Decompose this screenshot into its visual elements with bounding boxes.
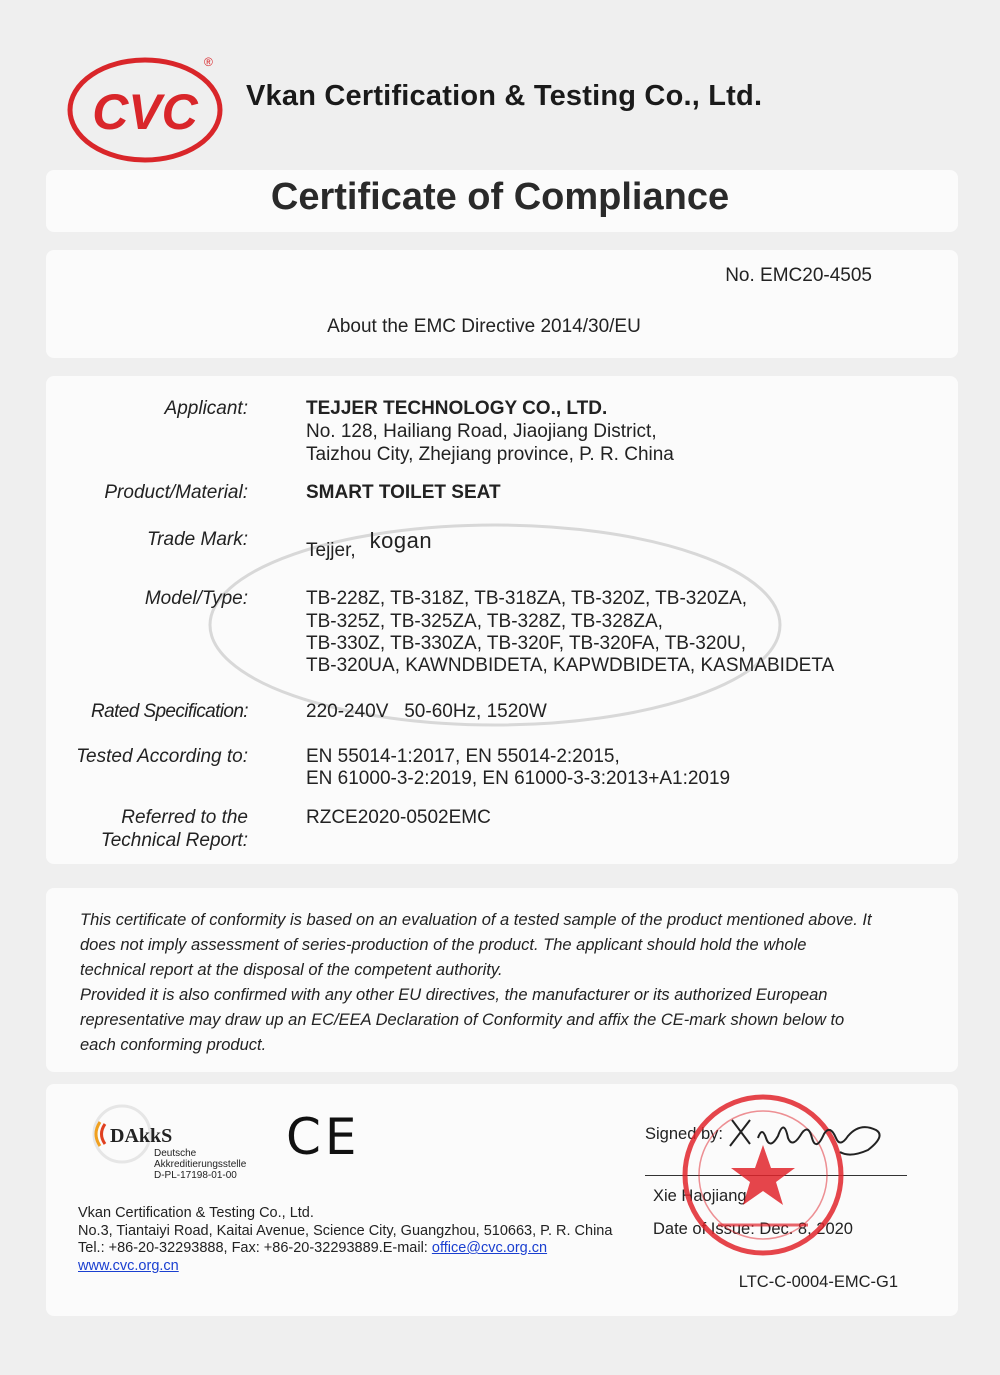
statement-line: technical report at the disposal of the competent authority.	[80, 961, 503, 979]
trademark-value	[306, 528, 433, 562]
model-line4: TB-320UA, KAWNDBIDETA, KAPWDBIDETA, KASMABIDETA	[306, 655, 835, 676]
date-value: Dec. 8, 2020	[759, 1220, 853, 1238]
applicant-address-line1: No. 128, Hailiang Road, Jiaojiang District,	[306, 421, 657, 442]
statement-line: This certificate of conformity is based on an evaluation of a tested sample of the product mentioned above. It	[80, 911, 872, 929]
applicant-label: Applicant:	[164, 398, 248, 419]
dakks-line1: Deutsche	[154, 1148, 197, 1159]
product-label: Product/Material:	[104, 482, 248, 503]
conformity-statement	[80, 908, 900, 1058]
footer-address	[78, 1205, 612, 1275]
report-value: RZCE2020-0502EMC	[306, 807, 491, 828]
contact-text: Tel.: +86-20-32293888, Fax: +86-20-32293889.E-mail:	[78, 1240, 432, 1256]
dakks-line3: D-PL-17198-01-00	[154, 1170, 237, 1181]
model-line3: TB-330Z, TB-330ZA, TB-320F, TB-320FA, TB-320U,	[306, 633, 747, 654]
trademark-kogan-logo: kogan	[369, 528, 433, 553]
statement-line: does not imply assessment of series-production of the product. The applicant should hold the whole	[80, 936, 807, 954]
company-name: Vkan Certification & Testing Co., Ltd.	[246, 80, 763, 112]
tested-line1: EN 55014-1:2017, EN 55014-2:2015,	[306, 746, 620, 767]
applicant-name: TEJJER TECHNOLOGY CO., LTD.	[306, 398, 608, 419]
rated-label: Rated Specification:	[91, 701, 248, 722]
dakks-logo	[88, 1102, 258, 1182]
website-link[interactable]: www.cvc.org.cn	[78, 1257, 179, 1274]
ce-mark	[282, 1104, 362, 1164]
form-code: LTC-C-0004-EMC-G1	[738, 1273, 898, 1291]
handwritten-signature	[700, 1108, 890, 1158]
email-link[interactable]: office@cvc.org.cn	[431, 1240, 548, 1256]
trademark-label: Trade Mark:	[146, 529, 248, 550]
model-label: Model/Type:	[144, 588, 248, 609]
dakks-name: DAkkS	[110, 1125, 173, 1147]
signed-by-label: Signed by:	[645, 1125, 723, 1143]
statement-line: representative may draw up an EC/EEA Declaration of Conformity and affix the CE-mark shown below to	[80, 1011, 845, 1029]
cvc-logo	[66, 52, 226, 164]
report-label-line2: Technical Report:	[100, 830, 248, 851]
report-label-line1: Referred to the	[121, 807, 248, 828]
ce-mark-text: CE	[286, 1108, 361, 1164]
product-value: SMART TOILET SEAT	[306, 482, 501, 503]
certificate-number: No. EMC20-4505	[725, 265, 872, 286]
tested-line2: EN 61000-3-2:2019, EN 61000-3-3:2013+A1:2019	[306, 768, 731, 789]
logo-registered-mark: ®	[204, 55, 213, 69]
page-title: Certificate of Compliance	[270, 176, 730, 218]
rated-value: 220-240V 50-60Hz, 1520W	[306, 701, 547, 722]
statement-line: each conforming product.	[80, 1036, 267, 1054]
signatory-name: Xie Haojiang	[653, 1187, 747, 1205]
date-label: Date of Issue:	[653, 1220, 755, 1238]
applicant-address-line2: Taizhou City, Zhejiang province, P. R. China	[306, 444, 674, 465]
statement-line: Provided it is also confirmed with any other EU directives, the manufacturer or its authorized European	[80, 986, 828, 1004]
dakks-line2: Akkreditierungsstelle	[154, 1159, 247, 1170]
logo-text: CVC	[92, 84, 198, 140]
footer-street: No.3, Tiantaiyi Road, Kaitai Avenue, Science City, Guangzhou, 510663, P. R. China	[78, 1222, 613, 1239]
directive-line: About the EMC Directive 2014/30/EU	[327, 316, 641, 337]
model-line2: TB-325Z, TB-325ZA, TB-328Z, TB-328ZA,	[306, 611, 663, 632]
model-line1: TB-228Z, TB-318Z, TB-318ZA, TB-320Z, TB-320ZA,	[306, 588, 748, 609]
tested-label: Tested According to:	[76, 746, 248, 767]
trademark-tejjer: Tejjer,	[306, 540, 356, 561]
footer-contact	[78, 1240, 612, 1258]
footer-company: Vkan Certification & Testing Co., Ltd.	[78, 1205, 314, 1221]
